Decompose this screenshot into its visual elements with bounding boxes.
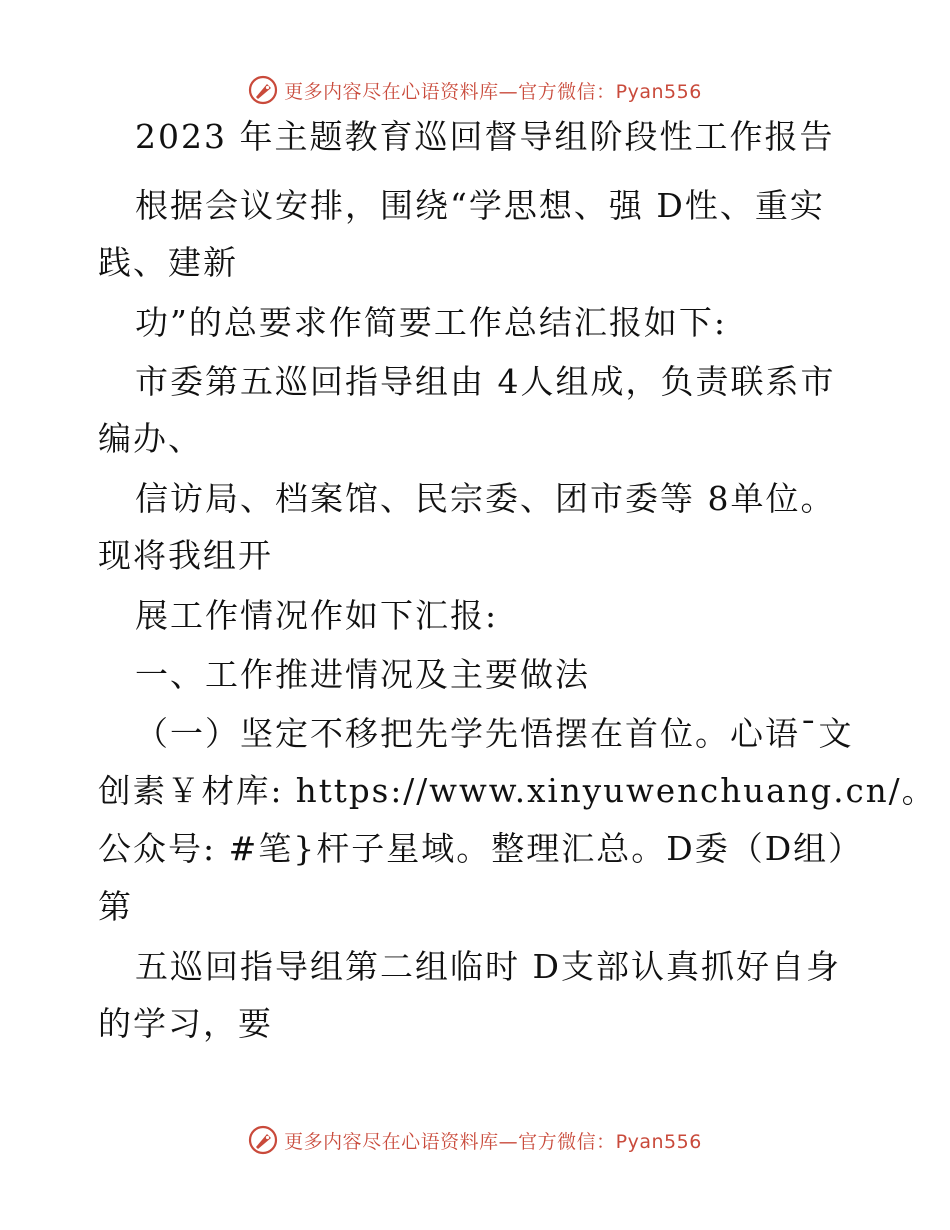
document-title: 2023 年主题教育巡回督导组阶段性工作报告 <box>135 117 835 156</box>
paragraph-line: 五巡回指导组第二组临时 D支部认真抓好自身 <box>135 947 841 986</box>
paragraph-line: 创素￥材库: https://www.xinyuwenchuang.cn/。 <box>98 772 937 810</box>
paragraph-line: 信访局、档案馆、民宗委、团市委等 8单位。 <box>135 479 836 518</box>
section-heading: 一、工作推进情况及主要做法 <box>135 655 590 694</box>
watermark-banner-bottom <box>0 1122 950 1158</box>
paragraph-line: 市委第五巡回指导组由 4人组成，负责联系市 <box>135 362 836 401</box>
watermark-text-bottom: 更多内容尽在心语资料库—官方微信：Pyan556 <box>284 1130 702 1153</box>
pen-nib-logo-icon <box>248 75 278 105</box>
paragraph-line: 公众号: #笔}杆子星域。整理汇总。D委（D组） <box>98 829 864 868</box>
paragraph-line: 编办、 <box>98 419 203 458</box>
paragraph-line: 践、建新 <box>98 243 238 282</box>
watermark-banner-top <box>0 72 950 108</box>
subsection-heading: （一）坚定不移把先学先悟摆在首位。心语¯文 <box>135 714 854 753</box>
paragraph-line: 根据会议安排，围绕“学思想、强 D性、重实 <box>135 186 825 225</box>
paragraph-line: 第 <box>98 887 133 926</box>
pen-nib-logo-icon <box>248 1125 278 1155</box>
paragraph-line: 展工作情况作如下汇报: <box>135 596 499 635</box>
watermark-text-top: 更多内容尽在心语资料库—官方微信：Pyan556 <box>284 80 702 103</box>
paragraph-line: 的学习，要 <box>98 1004 273 1043</box>
paragraph-line: 现将我组开 <box>98 536 273 575</box>
paragraph-line: 功”的总要求作简要工作总结汇报如下: <box>135 303 727 342</box>
